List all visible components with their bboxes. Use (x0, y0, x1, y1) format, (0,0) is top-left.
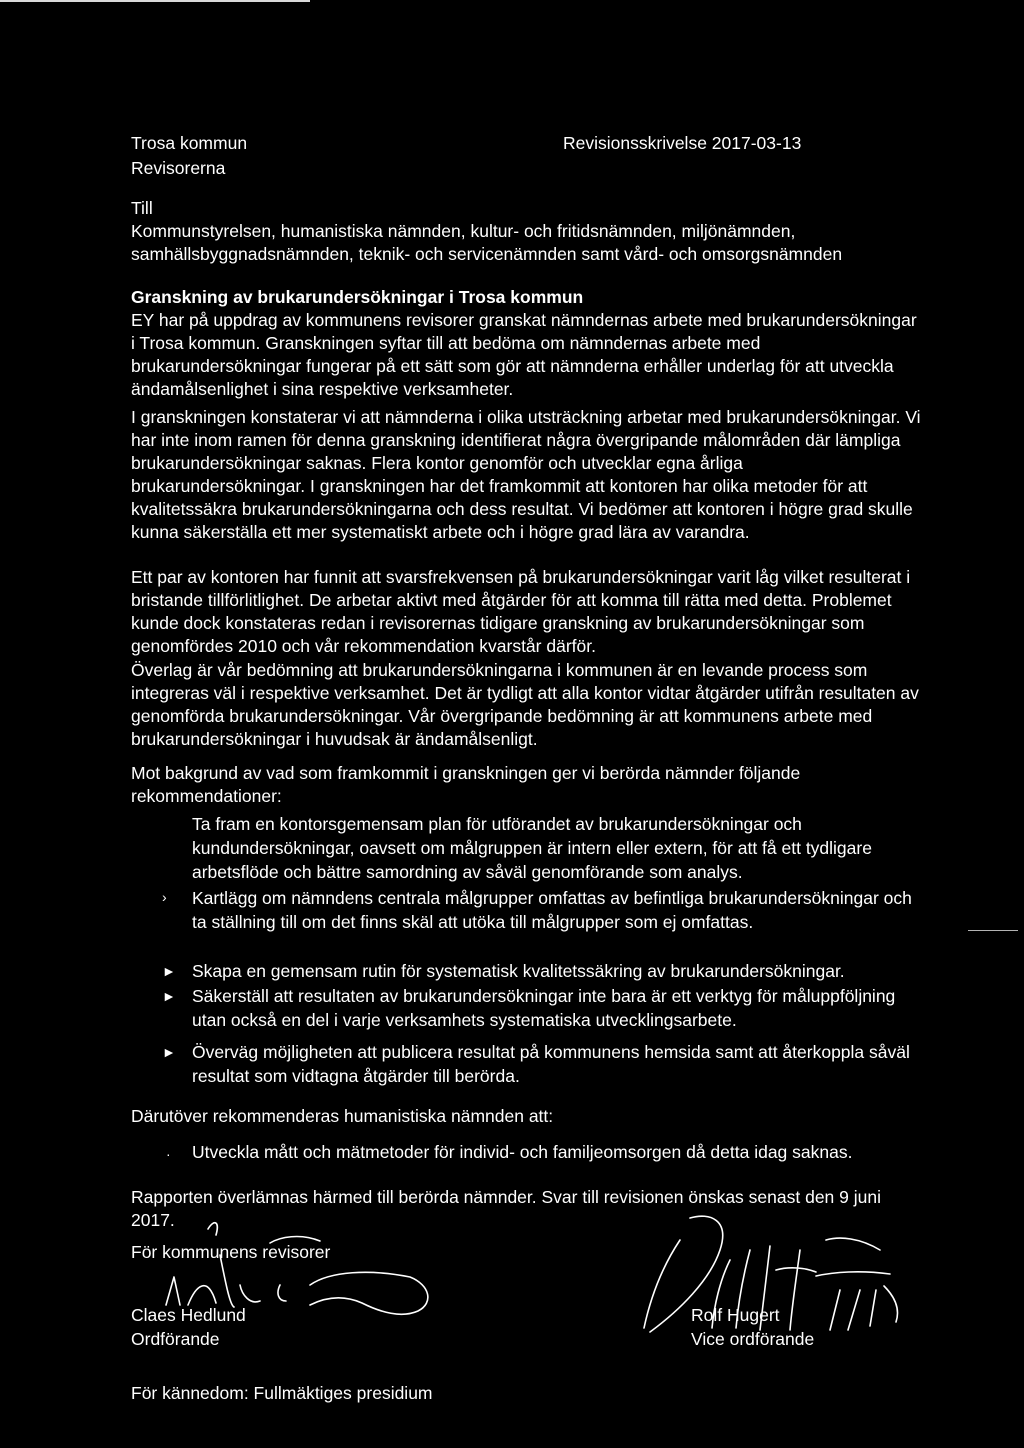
scan-edge-line (0, 0, 310, 2)
signer1-role: Ordförande (131, 1329, 220, 1349)
bullet-marker: ► (162, 1044, 176, 1060)
bullet-marker: ► (162, 963, 176, 979)
paragraph-closing: Rapporten överlämnas härmed till berörda nämnder. Svar till revisionen önskas senast den 9 juni 2017. (131, 1187, 881, 1230)
paragraph-recommendations-intro: Mot bakgrund av vad som framkommit i granskningen ger vi berörda nämnder följande rekommendationer: (131, 763, 801, 806)
signature-for-label: För kommunens revisorer (131, 1242, 331, 1262)
extra-recommendation-item: Utveckla mått och mätmetoder för individ- och familjeomsorgen då detta idag saknas. (192, 1142, 853, 1162)
recommendation-item: Säkerställ att resultaten av brukarundersökningar inte bara är ett verktyg för måluppföljning utan också en del i varje verksamhets systematiska utvecklingsarbete. (192, 986, 896, 1030)
paragraph-findings: I granskningen konstaterar vi att nämnderna i olika utsträckning arbetar med brukarundersökningar. Vi har inte inom ramen för denna granskning identifierat några övergripande målområden där lämpliga brukarundersökningar saknas. Flera kontor genomför och utvecklar egna årliga brukarundersökningar. I granskningen har det framkommit att kontoren har olika metoder för att kvalitetssäkra brukarundersökningarna och dess resultat. Vi bedömer att kontoren i högre grad skulle kunna säkerställa ett mer systematiskt arbete och i högre grad lära av varandra. (131, 407, 921, 542)
recommendation-item: Överväg möjligheten att publicera resultat på kommunens hemsida samt att återkoppla såväl resultat som vidtagna åtgärder till berörda. (192, 1042, 910, 1086)
recommendation-item: Ta fram en kontorsgemensam plan för utförandet av brukarundersökningar och kundundersökningar, oavsett om målgruppen är intern eller extern, för att få ett tydligare arbetsflöde och bättre samordning av såväl genomförande som analys. (192, 814, 872, 882)
org-name: Trosa kommun (131, 133, 248, 153)
addressee-label: Till (131, 198, 153, 218)
paragraph-extra-intro: Därutöver rekommenderas humanistiska nämnden att: (131, 1106, 554, 1126)
bullet-marker: ► (162, 988, 176, 1004)
bullet-marker: · (166, 1146, 171, 1162)
paragraph-intro: EY har på uppdrag av kommunens revisorer granskat nämndernas arbete med brukarundersökningar i Trosa kommun. Granskningen syftar till att bedöma om nämndernas arbete med brukarundersökningar fungerar på ett sätt som gör att nämnderna erhåller underlag för att utveckla ändamålsenlighet i sina respektive verksamheter. (131, 310, 917, 399)
paragraph-assessment: Överlag är vår bedömning att brukarundersökningarna i kommunen är en levande process som integreras väl i respektive verksamhet. Det är tydligt att alla kontor vidtar åtgärder utifrån resultaten av genomförda brukarundersökningar. Vår övergripande bedömning är att kommunens arbete med brukarundersökningar i huvudsak är ändamålsenligt. (131, 660, 919, 749)
signer2-name: Rolf Hugert (691, 1305, 780, 1325)
section-heading: Granskning av brukarundersökningar i Trosa kommun (131, 287, 584, 307)
letter-header (131, 131, 851, 181)
paragraph-response-rate: Ett par av kontoren har funnit att svarsfrekvensen på brukarundersökningar varit låg vilket resulterat i bristande tillförlitlighet. De arbetar aktivt med åtgärder för att komma till rätta med detta. Problemet kunde dock konstateras redan i revisorernas tidigare granskning av brukarundersökningar som genomfördes 2010 och vår rekommendation kvarstår därför. (131, 567, 911, 656)
document-reference: Revisionsskrivelse 2017-03-13 (563, 133, 802, 153)
footer-cc: För kännedom: Fullmäktiges presidium (131, 1383, 433, 1403)
scan-margin-mark (968, 930, 1018, 931)
signer1-name: Claes Hedlund (131, 1305, 246, 1325)
recommendation-item: Kartlägg om nämndens centrala målgrupper omfattas av befintliga brukarundersökningar och ta ställning till om det finns skäl att utöka till målgrupper som ej omfattas. (192, 888, 912, 932)
dept-name: Revisorerna (131, 158, 226, 178)
recommendation-item: Skapa en gemensam rutin för systematisk kvalitetssäkring av brukarundersökningar. (192, 961, 845, 981)
addressee-recipients: Kommunstyrelsen, humanistiska nämnden, kultur- och fritidsnämnden, miljönämnden, samhällsbyggnadsnämnden, teknik- och servicenämnden samt vård- och omsorgsnämnden (131, 221, 843, 264)
bullet-marker: › (162, 889, 167, 905)
signer2-role: Vice ordförande (691, 1329, 815, 1349)
